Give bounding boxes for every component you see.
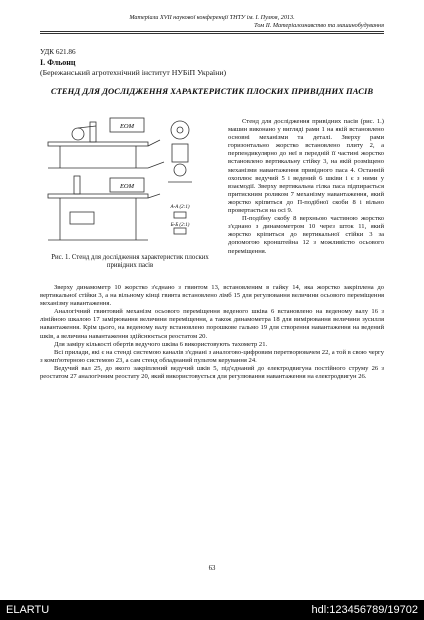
running-head-line2: Том ІІ. Матеріалознавство та машинобудування (254, 22, 384, 29)
figure-caption: Рис. 1. Стенд для дослідження характеристик плоских привідних пасів (51, 254, 209, 269)
header-rule-2 (40, 33, 384, 34)
repository-name[interactable]: ELARTU (6, 604, 50, 616)
body-paragraph: Для заміру кількості обертів ведучого шківа 6 використовують тахометр 21. (54, 340, 268, 348)
repository-footer-bar (0, 600, 424, 620)
figure-stand-drawing (40, 116, 220, 246)
fig-label-eom-2: ЕОМ (119, 183, 135, 190)
body-paragraph: Аналогічний гвинтовий механізм осьового переміщення веденого шківа 6 встановлено на веденому валу 16 з лінійною шкалою 17 замірювання величини переміщення, а також динамометра 18 для вимірювання величини зусилля навантаження. Крім цього, на веденому валу встановлено порошкове гальмо 19 для створення навантаження на ведений шків, а величина навантаження здійснюється реостатом 20. (40, 308, 384, 340)
handle-identifier[interactable]: hdl:123456789/19702 (311, 604, 418, 616)
paper-title: СТЕНД ДЛЯ ДОСЛІДЖЕННЯ ХАРАКТЕРИСТИК ПЛОСКИХ ПРИВІДНИХ ПАСІВ (50, 86, 374, 96)
fig-vertical-stand (90, 122, 96, 142)
running-head (40, 14, 384, 30)
author-affiliation: (Бережанський агротехнічний інститут НУБіП України) (40, 68, 227, 77)
body-paragraph: Зверху динамометр 10 жорстко з'єднано з гвинтом 13, встановленим в гайку 14, яка жорстко закріплена до вертикальної стійки 3, а на вільному кінці гвинта встановлено лімб 15 для регулювання величини осьового переміщення механізму навантаження. (40, 284, 384, 308)
author-name: І. Фльонц (40, 58, 76, 67)
body-paragraph: Ведучий вал 25, до якого закріплений ведучий шків 5, під'єднаний до електродвигуна постійного струму 26 з реостатом 27 аналогічним реостату 20, який використовується для регулювання навантаження на електродвигун 26. (40, 364, 384, 381)
running-head-line1: Матеріали XVII наукової конференції ТНТУ ім. І. Пулюя, 2013. (129, 14, 295, 21)
fig-lower-plate (48, 194, 148, 198)
right-column-paragraph-1: Стенд для дослідження привідних пасів (рис. 1.) машин виконано у вигляді рами 1 на якій встановлено основні механізми та деталі. Зверху рами горизонтально жорстко встановлено плиту 2, а перпендикулярно до неї в передній її частині жорстко встановлено вертикальну стійку 3, на якій розміщено механізми навантаження привідного паса 4. Останній охоплює ведучий 5 і ведений 6 шківи і є з ними у взаємодії. Зверху вертикальна гілка паса підпирається притискним роликом 7 механізму навантаження, який жорстко кріпиться до П-подібної скоби 8 і вільно провертається на осі 9. (228, 118, 384, 215)
body-paragraph: Всі прилади, які є на стенді системою каналів з'єднані з аналогово-цифровим перетворювачем 22, а той в свою чергу з комп'ютерною системою 23, а сам стенд обладнаний пультом керування 24. (40, 348, 384, 364)
body-text (40, 284, 384, 381)
header-rule (40, 31, 384, 32)
fig-label-section-a: А-А (2:1) (170, 205, 190, 210)
fig-label-eom-1: ЕОМ (119, 123, 135, 130)
right-column-text (228, 118, 384, 256)
fig-detail-gauge (171, 121, 189, 139)
page-number: 63 (208, 565, 216, 572)
fig-label-section-b: Б-Б (2:1) (170, 223, 190, 228)
right-column-paragraph-2: П-подібну скобу 8 верхньою частиною жорстко з'єднано з динамометром 10 через шток 11, який жорстко кріпиться до вертикальної стійки 3 за допомогою кронштейна 12 з можливістю осьового переміщення. (228, 215, 384, 255)
fig-top-plate (48, 142, 148, 146)
udk-code: УДК 621.86 (40, 48, 76, 56)
fig-pulley-top (72, 128, 84, 140)
